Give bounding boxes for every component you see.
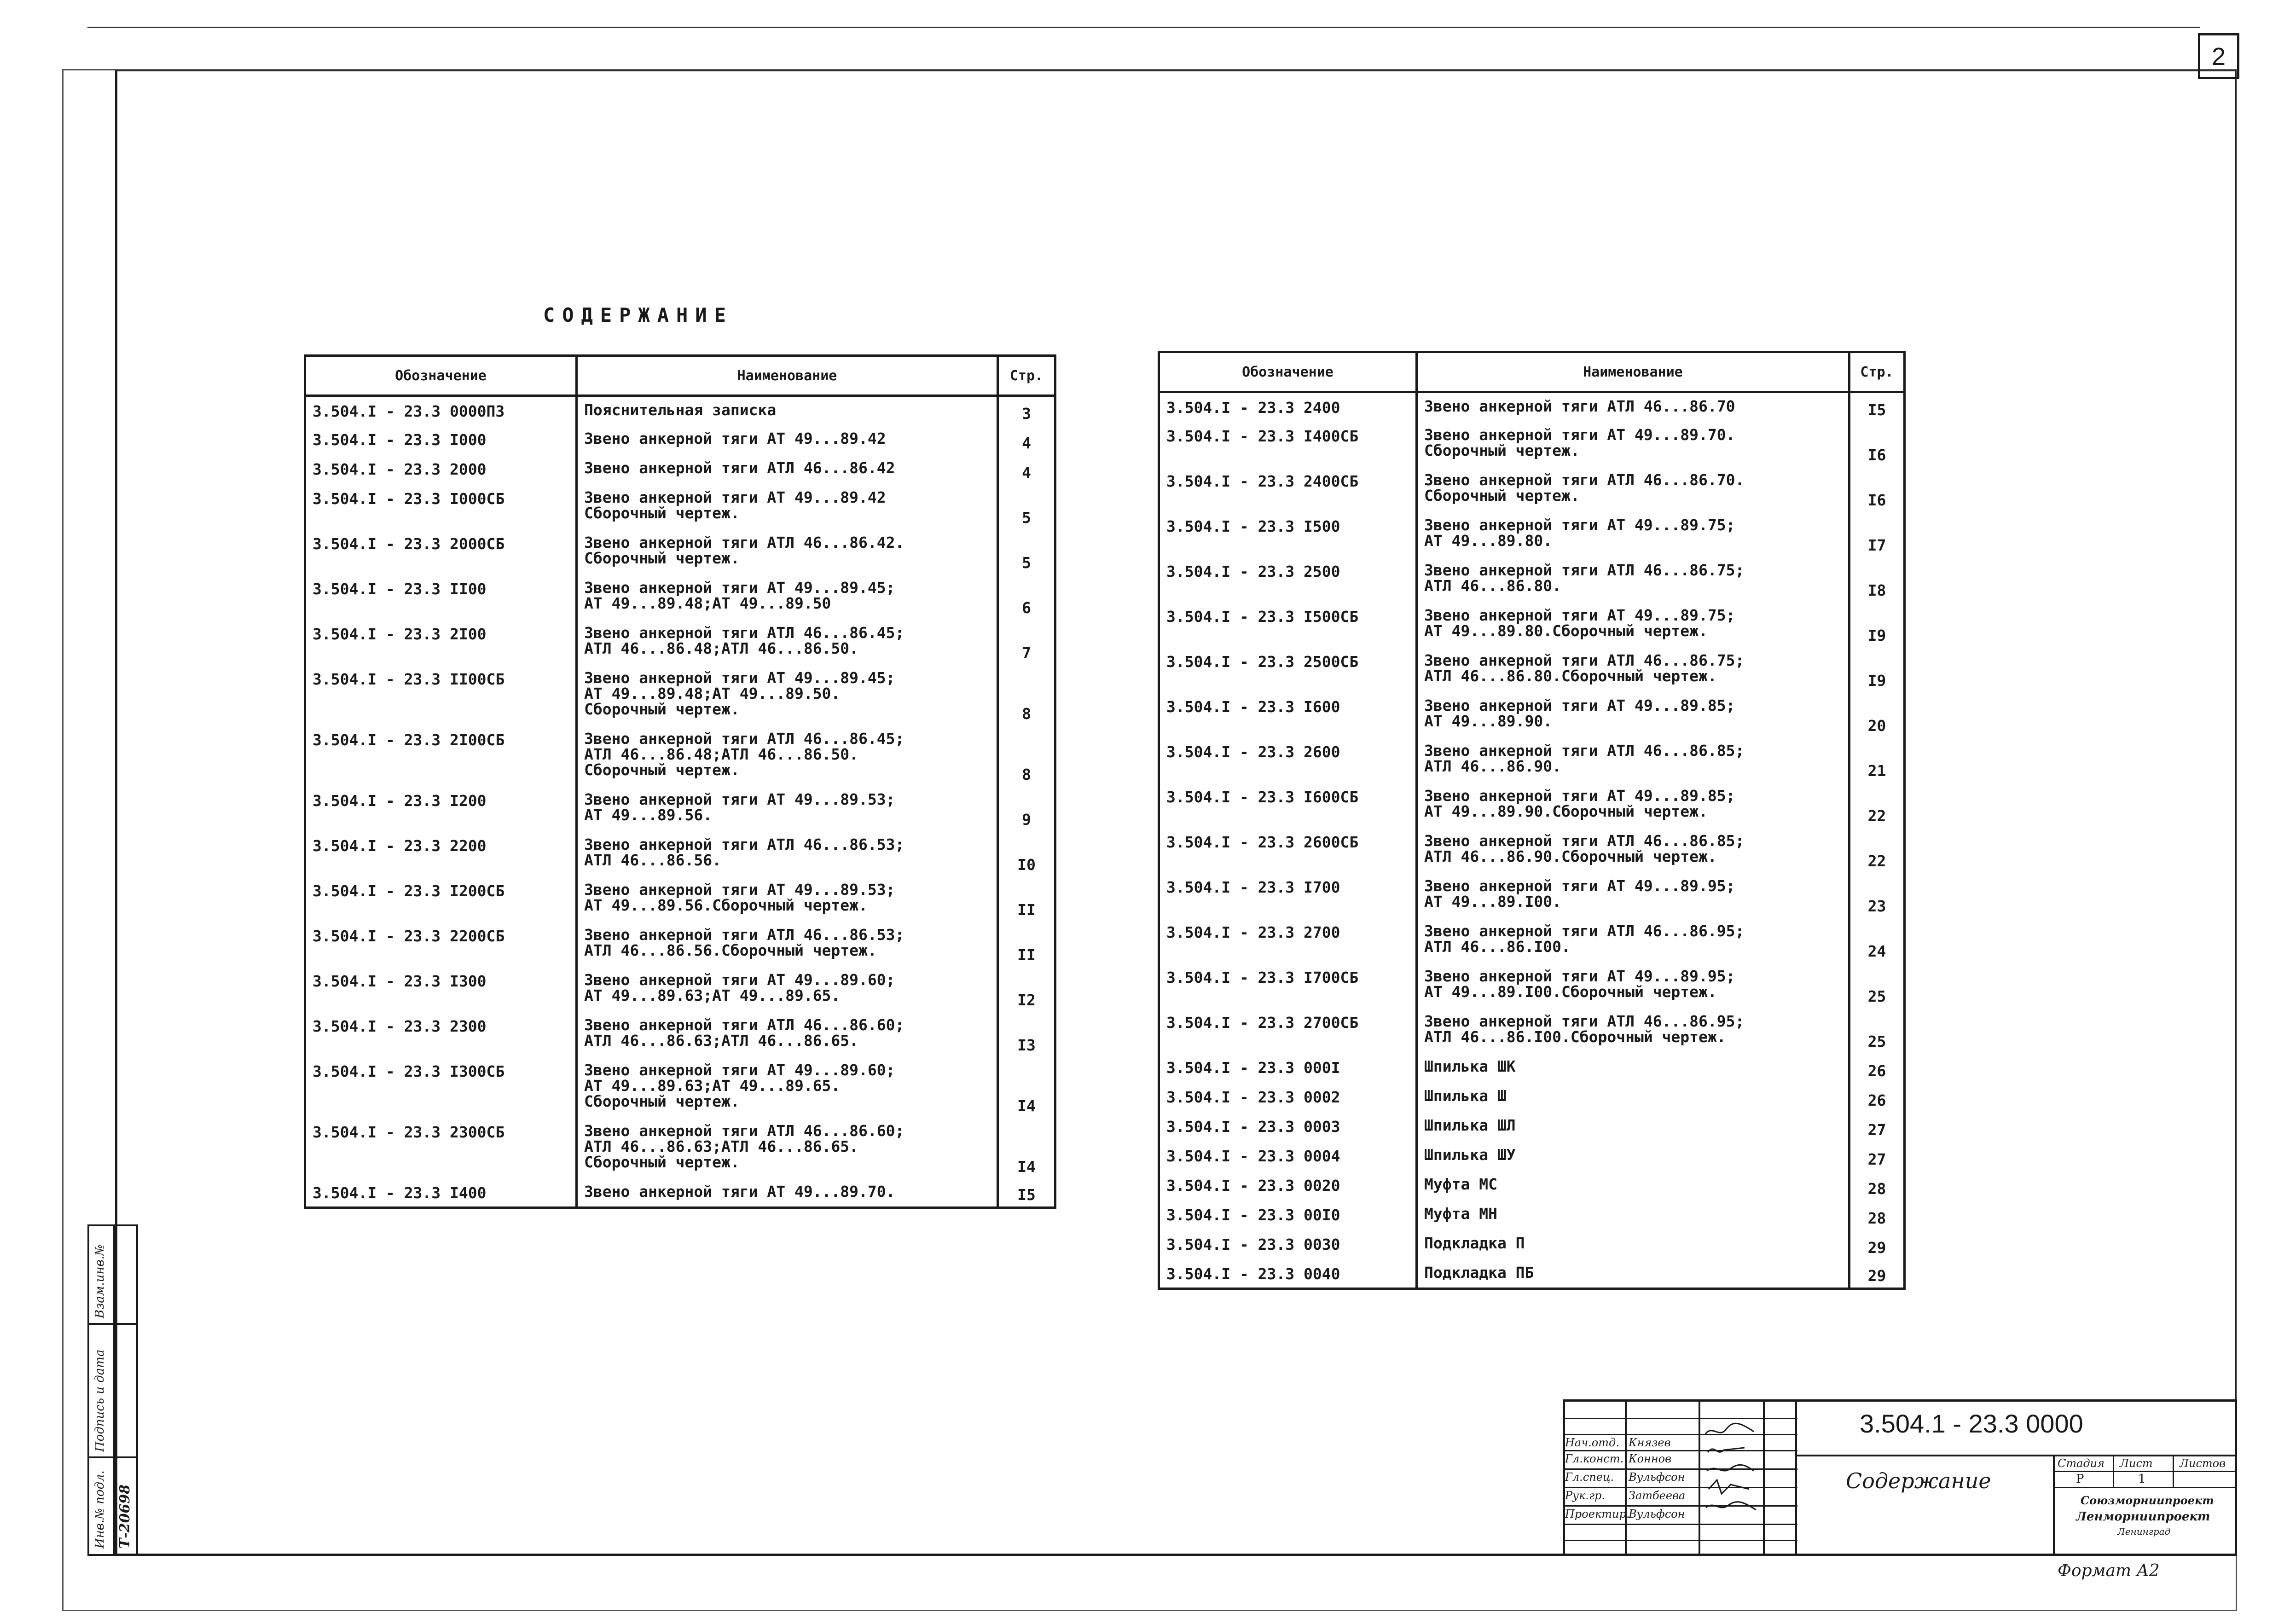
table-row <box>1159 1083 1905 1112</box>
cell-name: Звено анкерной тяги АТ 49...89.60; АТ 49...89.63;АТ 49...89.65. <box>577 967 998 1012</box>
format-note: Формат А2 <box>2058 1561 2160 1580</box>
cell-name: Звено анкерной тяги АТ 49...89.45; АТ 49...89.48;АТ 49...89.50 <box>577 574 998 620</box>
cell-name: Муфта МН <box>1417 1201 1849 1230</box>
cell-page: I0 <box>998 831 1055 876</box>
table-row <box>1159 1171 1905 1201</box>
doc-name: Содержание <box>1846 1468 1991 1493</box>
table-row <box>1159 647 1905 692</box>
cell-name: Звено анкерной тяги АТЛ 46...86.45; АТЛ 46...86.48;АТЛ 46...86.50. Сборочный чертеж. <box>577 725 998 786</box>
cell-page: 4 <box>998 425 1055 455</box>
cell-name: Звено анкерной тяги АТ 49...89.53; АТ 49...89.56.Сборочный чертеж. <box>577 876 998 922</box>
sheet-number-box <box>2198 33 2239 79</box>
cell-code: 3.504.I - 23.3 2600СБ <box>1159 828 1417 873</box>
org-line-3: Ленинград <box>2117 1526 2171 1537</box>
sheets-label: Листов <box>2180 1457 2226 1470</box>
cell-code: 3.504.I - 23.3 I500 <box>1159 512 1417 557</box>
cell-page: 7 <box>998 620 1055 665</box>
contents-right-body <box>1159 392 1905 1289</box>
cell-name: Звено анкерной тяги АТ 49...89.85; АТ 49...89.90.Сборочный чертеж. <box>1417 783 1849 828</box>
cell-code: 3.504.I - 23.3 2000 <box>305 455 577 484</box>
cell-name: Звено анкерной тяги АТ 49...89.60; АТ 49...89.63;АТ 49...89.65. Сборочный чертеж. <box>577 1057 998 1118</box>
cell-name: Звено анкерной тяги АТ 49...89.95; АТ 49...89.I00. <box>1417 873 1849 918</box>
org-line-1: Союзморниипроект <box>2081 1494 2214 1507</box>
cell-name: Звено анкерной тяги АТ 49...89.45; АТ 49...89.48;АТ 49...89.50. Сборочный чертеж. <box>577 665 998 725</box>
cell-code: 3.504.I - 23.3 2300СБ <box>305 1118 577 1178</box>
cell-name: Звено анкерной тяги АТЛ 46...86.42 <box>577 455 998 484</box>
table-row <box>1159 783 1905 828</box>
cell-code: 3.504.I - 23.3 I400 <box>305 1178 577 1208</box>
cell-page: 25 <box>1849 1008 1905 1053</box>
cell-page: I7 <box>1849 512 1905 557</box>
cell-page: 8 <box>998 725 1055 786</box>
cell-page: 8 <box>998 665 1055 725</box>
cell-page: 27 <box>1849 1112 1905 1142</box>
table-row <box>1159 422 1905 467</box>
cell-page: 29 <box>1849 1259 1905 1289</box>
cell-name: Шпилька ШУ <box>1417 1142 1849 1171</box>
cell-page: I6 <box>1849 422 1905 467</box>
table-row <box>305 786 1055 831</box>
cell-name: Подкладка ПБ <box>1417 1259 1849 1289</box>
cell-page: 26 <box>1849 1053 1905 1083</box>
table-row <box>1159 1053 1905 1083</box>
contents-left-body <box>305 396 1055 1208</box>
person-5: Вульфсон <box>1629 1508 1685 1520</box>
cell-name: Шпилька Ш <box>1417 1083 1849 1112</box>
cell-page: I3 <box>998 1012 1055 1057</box>
cell-name: Звено анкерной тяги АТЛ 46...86.45; АТЛ 46...86.48;АТЛ 46...86.50. <box>577 620 998 665</box>
cell-name: Подкладка П <box>1417 1230 1849 1259</box>
doc-code: 3.504.1 - 23.3 0000 <box>1860 1409 2083 1438</box>
cell-code: 3.504.I - 23.3 II00СБ <box>305 665 577 725</box>
top-scan-line <box>87 27 2200 28</box>
person-2: Коннов <box>1629 1452 1672 1465</box>
table-row <box>1159 1112 1905 1142</box>
cell-page: 9 <box>998 786 1055 831</box>
cell-code: 3.504.I - 23.3 I600СБ <box>1159 783 1417 828</box>
cell-name: Муфта МС <box>1417 1171 1849 1201</box>
sheet-value: 1 <box>2138 1472 2146 1486</box>
cell-page: 5 <box>998 529 1055 574</box>
cell-page: I4 <box>998 1118 1055 1178</box>
table-row <box>305 967 1055 1012</box>
table-row <box>305 831 1055 876</box>
table-row <box>1159 512 1905 557</box>
cell-name: Звено анкерной тяги АТЛ 46...86.60; АТЛ 46...86.63;АТЛ 46...86.65. Сборочный чертеж. <box>577 1118 998 1178</box>
cell-page: 24 <box>1849 918 1905 963</box>
cell-name: Звено анкерной тяги АТЛ 46...86.53; АТЛ 46...86.56. <box>577 831 998 876</box>
cell-code: 3.504.I - 23.3 2400 <box>1159 392 1417 422</box>
table-row <box>305 1012 1055 1057</box>
cell-name: Звено анкерной тяги АТ 49...89.70. <box>577 1178 998 1208</box>
cell-page: I5 <box>998 1178 1055 1208</box>
table-row <box>1159 918 1905 963</box>
cell-code: 3.504.I - 23.3 2200СБ <box>305 922 577 967</box>
cell-page: 4 <box>998 455 1055 484</box>
inv-value: Т-20698 <box>117 1484 133 1549</box>
cell-code: 3.504.I - 23.3 2700 <box>1159 918 1417 963</box>
cell-code: 3.504.I - 23.3 I700СБ <box>1159 963 1417 1008</box>
cell-code: 3.504.I - 23.3 2700СБ <box>1159 1008 1417 1053</box>
cell-page: 28 <box>1849 1201 1905 1230</box>
cell-page: I6 <box>1849 467 1905 512</box>
cell-code: 3.504.I - 23.3 I200 <box>305 786 577 831</box>
cell-page: I2 <box>998 967 1055 1012</box>
cell-page: 5 <box>998 484 1055 529</box>
cell-code: 3.504.I - 23.3 0003 <box>1159 1112 1417 1142</box>
cell-name: Пояснительная записка <box>577 396 998 425</box>
org-line-2: Ленморниипроект <box>2076 1510 2210 1524</box>
cell-code: 3.504.I - 23.3 0040 <box>1159 1259 1417 1289</box>
cell-code: 3.504.I - 23.3 I000 <box>305 425 577 455</box>
table-row <box>1159 1201 1905 1230</box>
table-row <box>1159 1142 1905 1171</box>
cell-name: Звено анкерной тяги АТЛ 46...86.95; АТЛ 46...86.I00. <box>1417 918 1849 963</box>
person-3: Вульфсон <box>1629 1471 1685 1484</box>
signatures <box>1703 1420 1761 1540</box>
cell-code: 3.504.I - 23.3 0020 <box>1159 1171 1417 1201</box>
col-page: Стр. <box>1849 352 1905 392</box>
sheet-number: 2 <box>2211 43 2226 70</box>
cell-page: 23 <box>1849 873 1905 918</box>
cell-page: 3 <box>998 396 1055 425</box>
table-row <box>1159 1259 1905 1289</box>
cell-page: 29 <box>1849 1230 1905 1259</box>
cell-code: 3.504.I - 23.3 I500СБ <box>1159 602 1417 647</box>
cell-name: Звено анкерной тяги АТЛ 46...86.42. Сборочный чертеж. <box>577 529 998 574</box>
table-row <box>305 876 1055 922</box>
table-row <box>1159 963 1905 1008</box>
cell-name: Звено анкерной тяги АТ 49...89.42 <box>577 425 998 455</box>
table-row <box>1159 467 1905 512</box>
table-row <box>305 574 1055 620</box>
cell-page: 6 <box>998 574 1055 620</box>
table-row <box>305 1057 1055 1118</box>
table-row <box>1159 737 1905 783</box>
cell-name: Звено анкерной тяги АТ 49...89.75; АТ 49...89.80. <box>1417 512 1849 557</box>
cell-page: 21 <box>1849 737 1905 783</box>
cell-code: 3.504.I - 23.3 2I00 <box>305 620 577 665</box>
cell-name: Шпилька ШЛ <box>1417 1112 1849 1142</box>
table-row <box>305 529 1055 574</box>
sign-date-label: Подпись и дата <box>93 1349 107 1452</box>
table-row <box>305 1178 1055 1208</box>
col-page: Стр. <box>998 356 1055 396</box>
sheet-label: Лист <box>2120 1457 2153 1470</box>
cell-name: Звено анкерной тяги АТ 49...89.75; АТ 49...89.80.Сборочный чертеж. <box>1417 602 1849 647</box>
table-row <box>305 922 1055 967</box>
table-row <box>1159 692 1905 737</box>
cell-page: 22 <box>1849 783 1905 828</box>
cell-code: 3.504.I - 23.3 2500 <box>1159 557 1417 602</box>
cell-name: Звено анкерной тяги АТ 49...89.42 Сборочный чертеж. <box>577 484 998 529</box>
stage-value: Р <box>2076 1472 2084 1486</box>
contents-table-left <box>304 354 1056 1209</box>
cell-name: Звено анкерной тяги АТЛ 46...86.85; АТЛ 46...86.90. <box>1417 737 1849 783</box>
cell-code: 3.504.I - 23.3 0004 <box>1159 1142 1417 1171</box>
cell-page: I5 <box>1849 392 1905 422</box>
cell-name: Звено анкерной тяги АТ 49...89.53; АТ 49...89.56. <box>577 786 998 831</box>
cell-page: I4 <box>998 1057 1055 1118</box>
cell-code: 3.504.I - 23.3 2400СБ <box>1159 467 1417 512</box>
replace-inv-label: Взам.инв.№ <box>93 1244 107 1318</box>
table-row <box>305 665 1055 725</box>
table-row <box>1159 1008 1905 1053</box>
table-row <box>1159 557 1905 602</box>
cell-page: 27 <box>1849 1142 1905 1171</box>
role-2: Гл.конст. <box>1565 1452 1624 1465</box>
cell-code: 3.504.I - 23.3 I300СБ <box>305 1057 577 1118</box>
table-row <box>305 620 1055 665</box>
table-row <box>305 1118 1055 1178</box>
table-row <box>1159 392 1905 422</box>
contents-table-right <box>1158 351 1906 1290</box>
cell-page: I9 <box>1849 602 1905 647</box>
cell-code: 3.504.I - 23.3 I400СБ <box>1159 422 1417 467</box>
cell-page: I9 <box>1849 647 1905 692</box>
table-row <box>1159 828 1905 873</box>
cell-code: 3.504.I - 23.3 000I <box>1159 1053 1417 1083</box>
cell-code: 3.504.I - 23.3 2000СБ <box>305 529 577 574</box>
cell-code: 3.504.I - 23.3 2I00СБ <box>305 725 577 786</box>
cell-code: 3.504.I - 23.3 0030 <box>1159 1230 1417 1259</box>
cell-code: 3.504.I - 23.3 2500СБ <box>1159 647 1417 692</box>
table-row <box>305 725 1055 786</box>
cell-name: Звено анкерной тяги АТЛ 46...86.53; АТЛ 46...86.56.Сборочный чертеж. <box>577 922 998 967</box>
col-name: Наименование <box>1417 352 1849 392</box>
table-row <box>305 425 1055 455</box>
cell-name: Звено анкерной тяги АТЛ 46...86.85; АТЛ 46...86.90.Сборочный чертеж. <box>1417 828 1849 873</box>
cell-code: 3.504.I - 23.3 I000СБ <box>305 484 577 529</box>
col-name: Наименование <box>577 356 998 396</box>
role-1: Нач.отд. <box>1565 1436 1619 1449</box>
cell-name: Звено анкерной тяги АТЛ 46...86.75; АТЛ 46...86.80. <box>1417 557 1849 602</box>
cell-code: 3.504.I - 23.3 0002 <box>1159 1083 1417 1112</box>
cell-name: Звено анкерной тяги АТЛ 46...86.75; АТЛ 46...86.80.Сборочный чертеж. <box>1417 647 1849 692</box>
col-designation: Обозначение <box>305 356 577 396</box>
col-designation: Обозначение <box>1159 352 1417 392</box>
cell-page: I8 <box>1849 557 1905 602</box>
cell-code: 3.504.I - 23.3 I200СБ <box>305 876 577 922</box>
cell-page: 20 <box>1849 692 1905 737</box>
person-4: Затбеева <box>1629 1489 1686 1502</box>
table-row <box>1159 873 1905 918</box>
cell-page: 26 <box>1849 1083 1905 1112</box>
cell-code: 3.504.I - 23.3 00I0 <box>1159 1201 1417 1230</box>
cell-code: 3.504.I - 23.3 2600 <box>1159 737 1417 783</box>
cell-code: 3.504.I - 23.3 II00 <box>305 574 577 620</box>
stage-label: Стадия <box>2058 1457 2104 1470</box>
cell-code: 3.504.I - 23.3 2300 <box>305 1012 577 1057</box>
cell-page: 28 <box>1849 1171 1905 1201</box>
cell-code: 3.504.I - 23.3 I300 <box>305 967 577 1012</box>
inv-label: Инв.№ подл. <box>93 1470 107 1549</box>
table-row <box>305 455 1055 484</box>
side-stamp <box>87 1224 138 1556</box>
cell-name: Звено анкерной тяги АТЛ 46...86.70 <box>1417 392 1849 422</box>
cell-code: 3.504.I - 23.3 I700 <box>1159 873 1417 918</box>
cell-code: 3.504.I - 23.3 2200 <box>305 831 577 876</box>
page-title: СОДЕРЖАНИЕ <box>543 304 733 326</box>
cell-name: Шпилька ШК <box>1417 1053 1849 1083</box>
cell-name: Звено анкерной тяги АТЛ 46...86.95; АТЛ 46...86.I00.Сборочный чертеж. <box>1417 1008 1849 1053</box>
table-row <box>1159 602 1905 647</box>
cell-page: 25 <box>1849 963 1905 1008</box>
role-4: Рук.гр. <box>1565 1489 1606 1502</box>
role-5: Проектир. <box>1565 1508 1630 1520</box>
cell-page: II <box>998 876 1055 922</box>
cell-name: Звено анкерной тяги АТ 49...89.95; АТ 49...89.I00.Сборочный чертеж. <box>1417 963 1849 1008</box>
cell-page: 22 <box>1849 828 1905 873</box>
person-1: Князев <box>1629 1436 1671 1449</box>
table-row <box>1159 1230 1905 1259</box>
table-row <box>305 396 1055 425</box>
cell-name: Звено анкерной тяги АТ 49...89.85; АТ 49...89.90. <box>1417 692 1849 737</box>
cell-page: II <box>998 922 1055 967</box>
cell-name: Звено анкерной тяги АТЛ 46...86.70. Сборочный чертеж. <box>1417 467 1849 512</box>
table-row <box>305 484 1055 529</box>
cell-code: 3.504.I - 23.3 I600 <box>1159 692 1417 737</box>
role-3: Гл.спец. <box>1565 1471 1614 1484</box>
cell-name: Звено анкерной тяги АТЛ 46...86.60; АТЛ 46...86.63;АТЛ 46...86.65. <box>577 1012 998 1057</box>
cell-code: 3.504.I - 23.3 0000ПЗ <box>305 396 577 425</box>
cell-name: Звено анкерной тяги АТ 49...89.70. Сборочный чертеж. <box>1417 422 1849 467</box>
